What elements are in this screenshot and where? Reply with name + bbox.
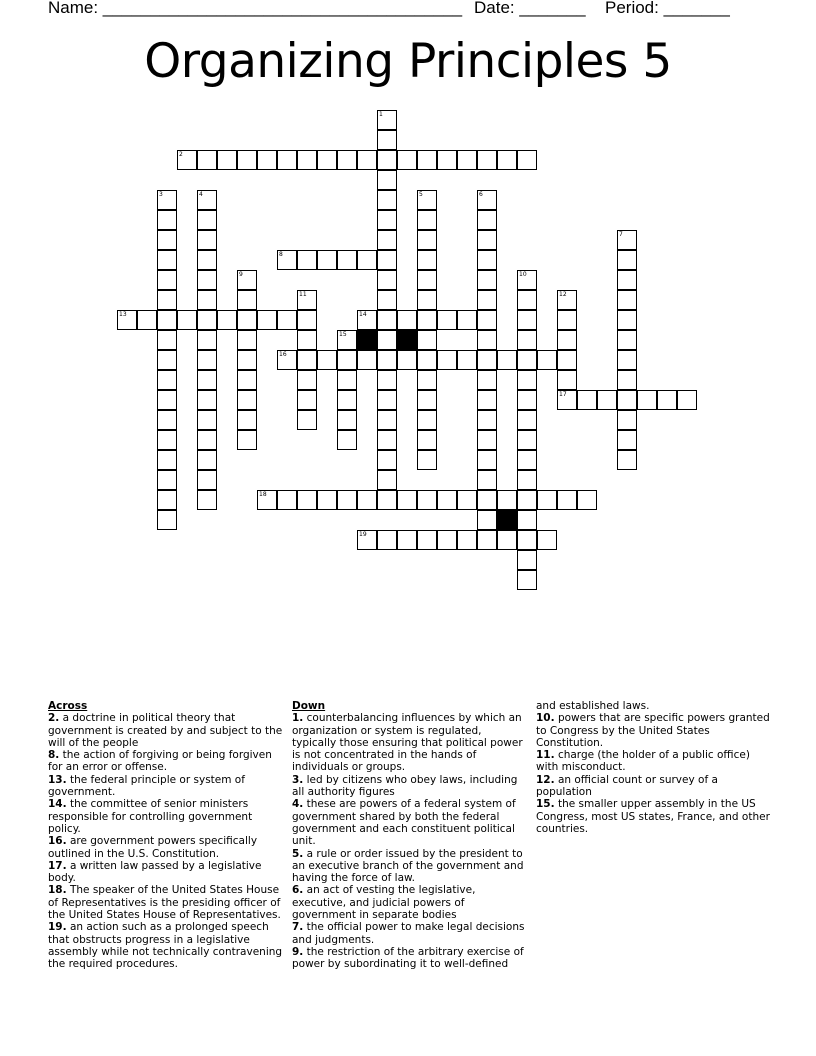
grid-cell[interactable] (157, 330, 177, 350)
grid-cell[interactable] (617, 230, 637, 250)
grid-cell[interactable] (337, 410, 357, 430)
grid-cell[interactable] (417, 310, 437, 330)
grid-cell[interactable] (217, 310, 237, 330)
grid-cell[interactable] (617, 250, 637, 270)
grid-cell[interactable] (417, 530, 437, 550)
grid-cell[interactable] (477, 250, 497, 270)
grid-cell[interactable] (477, 530, 497, 550)
across-clue (48, 798, 284, 835)
clue-number-label: 18 (259, 491, 267, 498)
clue-text: an act of vesting the legislative, executive, and judicial powers of government in separate bodies (292, 884, 476, 922)
grid-cell[interactable] (357, 150, 377, 170)
grid-cell[interactable] (197, 350, 217, 370)
grid-cell[interactable] (457, 490, 477, 510)
grid-cell[interactable] (517, 470, 537, 490)
clue-number: 13. (48, 773, 67, 786)
grid-cell[interactable] (537, 530, 557, 550)
grid-cell[interactable] (237, 330, 257, 350)
grid-cell[interactable] (317, 490, 337, 510)
name-field[interactable]: Name: ______________________________________ (48, 0, 463, 17)
grid-cell[interactable] (657, 390, 677, 410)
clue-text: the official power to make legal decisions and judgments. (292, 921, 525, 946)
clue-number-label: 3 (159, 191, 163, 198)
grid-cell[interactable] (157, 210, 177, 230)
across-clue (48, 749, 284, 774)
grid-cell[interactable] (417, 430, 437, 450)
grid-cell[interactable] (197, 370, 217, 390)
grid-cell[interactable] (237, 150, 257, 170)
clue-number: 18. (48, 884, 67, 897)
clue-number: 8. (48, 749, 60, 762)
grid-cell[interactable] (197, 230, 217, 250)
grid-cell[interactable] (177, 150, 197, 170)
grid-cell[interactable] (517, 570, 537, 590)
grid-cell[interactable] (477, 270, 497, 290)
grid-cell[interactable] (517, 510, 537, 530)
clue-number-label: 16 (279, 351, 287, 358)
grid-cell[interactable] (377, 390, 397, 410)
date-field[interactable]: Date: _______ (474, 0, 586, 17)
grid-cell[interactable] (157, 250, 177, 270)
grid-cell[interactable] (417, 230, 437, 250)
grid-cell[interactable] (217, 150, 237, 170)
clue-text: the federal principle or system of government. (48, 773, 245, 799)
grid-cell[interactable] (437, 350, 457, 370)
grid-cell[interactable] (517, 310, 537, 330)
grid-cell[interactable] (457, 530, 477, 550)
grid-cell[interactable] (517, 270, 537, 290)
grid-cell[interactable] (297, 290, 317, 310)
grid-cell[interactable] (157, 490, 177, 510)
grid-cell[interactable] (337, 430, 357, 450)
down-clue (292, 921, 528, 946)
grid-cell[interactable] (517, 330, 537, 350)
across-heading: Across (48, 700, 88, 712)
clue-text: a rule or order issued by the president to an executive branch of the government and having the force of law. (292, 847, 524, 885)
grid-cell[interactable] (157, 450, 177, 470)
down-clue (536, 774, 772, 799)
grid-cell[interactable] (437, 150, 457, 170)
grid-cell[interactable] (377, 270, 397, 290)
grid-cell[interactable] (577, 390, 597, 410)
clue-number-label: 5 (419, 191, 423, 198)
clue-number: 11. (536, 749, 555, 762)
grid-cell[interactable] (277, 250, 297, 270)
grid-cell[interactable] (377, 170, 397, 190)
grid-cell[interactable] (197, 390, 217, 410)
clue-number: 4. (292, 798, 304, 811)
grid-cell[interactable] (397, 490, 417, 510)
grid-cell[interactable] (277, 350, 297, 370)
grid-cell[interactable] (617, 270, 637, 290)
grid-cell[interactable] (557, 290, 577, 310)
clue-number-label: 10 (519, 271, 527, 278)
grid-cell[interactable] (417, 270, 437, 290)
clue-text: are government powers specifically outlined in the U.S. Constitution. (48, 835, 258, 860)
grid-cell[interactable] (617, 310, 637, 330)
grid-cell[interactable] (537, 350, 557, 370)
grid-cell[interactable] (417, 290, 437, 310)
grid-cell[interactable] (617, 290, 637, 310)
grid-cell[interactable] (157, 390, 177, 410)
grid-cell[interactable] (357, 350, 377, 370)
black-cell (497, 510, 517, 530)
black-cell (397, 330, 417, 350)
grid-cell[interactable] (417, 210, 437, 230)
grid-cell[interactable] (277, 490, 297, 510)
clue-text: the restriction of the arbitrary exercise of power by subordinating it to well-defined and established laws. (292, 700, 650, 971)
across-clues (48, 712, 284, 970)
grid-cell[interactable] (197, 250, 217, 270)
grid-cell[interactable] (477, 450, 497, 470)
clue-number: 10. (536, 712, 555, 725)
grid-cell[interactable] (197, 210, 217, 230)
clue-number-label: 2 (179, 151, 183, 158)
grid-cell[interactable] (517, 370, 537, 390)
grid-cell[interactable] (477, 330, 497, 350)
grid-cell[interactable] (377, 530, 397, 550)
grid-cell[interactable] (397, 310, 417, 330)
grid-cell[interactable] (297, 310, 317, 330)
clue-number: 19. (48, 921, 67, 934)
grid-cell[interactable] (517, 350, 537, 370)
grid-cell[interactable] (137, 310, 157, 330)
grid-cell[interactable] (377, 210, 397, 230)
down-clue (292, 798, 528, 847)
grid-cell[interactable] (677, 390, 697, 410)
grid-cell[interactable] (277, 310, 297, 330)
clue-number: 15. (536, 798, 555, 811)
grid-cell[interactable] (477, 230, 497, 250)
grid-cell[interactable] (417, 250, 437, 270)
grid-cell[interactable] (157, 190, 177, 210)
grid-cell[interactable] (417, 390, 437, 410)
clue-number-label: 8 (279, 251, 283, 258)
down-heading: Down (292, 700, 326, 712)
grid-cell[interactable] (377, 430, 397, 450)
grid-cell[interactable] (477, 430, 497, 450)
grid-cell[interactable] (357, 250, 377, 270)
grid-cell[interactable] (397, 350, 417, 370)
grid-cell[interactable] (477, 470, 497, 490)
grid-cell[interactable] (297, 350, 317, 370)
grid-cell[interactable] (437, 310, 457, 330)
grid-cell[interactable] (197, 310, 217, 330)
grid-cell[interactable] (417, 150, 437, 170)
down-clues (292, 700, 772, 980)
grid-cell[interactable] (197, 290, 217, 310)
grid-cell[interactable] (177, 310, 197, 330)
grid-cell[interactable] (357, 490, 377, 510)
grid-cell[interactable] (157, 350, 177, 370)
grid-cell[interactable] (157, 370, 177, 390)
grid-cell[interactable] (337, 250, 357, 270)
clue-number: 9. (292, 945, 304, 958)
grid-cell[interactable] (377, 290, 397, 310)
grid-cell[interactable] (157, 270, 177, 290)
grid-cell[interactable] (397, 530, 417, 550)
grid-cell[interactable] (297, 410, 317, 430)
across-clue (48, 712, 284, 749)
across-clue (48, 835, 284, 860)
grid-cell[interactable] (237, 290, 257, 310)
grid-cell[interactable] (617, 390, 637, 410)
grid-cell[interactable] (477, 290, 497, 310)
clue-number-label: 4 (199, 191, 203, 198)
grid-cell[interactable] (517, 430, 537, 450)
clue-number: 14. (48, 798, 67, 811)
grid-cell[interactable] (377, 230, 397, 250)
grid-cell[interactable] (617, 350, 637, 370)
grid-cell[interactable] (457, 310, 477, 330)
grid-cell[interactable] (497, 490, 517, 510)
grid-cell[interactable] (377, 190, 397, 210)
grid-cell[interactable] (617, 450, 637, 470)
grid-cell[interactable] (477, 510, 497, 530)
grid-cell[interactable] (297, 150, 317, 170)
clue-number-label: 6 (479, 191, 483, 198)
grid-cell[interactable] (257, 310, 277, 330)
grid-cell[interactable] (457, 350, 477, 370)
grid-cell[interactable] (157, 290, 177, 310)
grid-cell[interactable] (477, 190, 497, 210)
grid-cell[interactable] (517, 290, 537, 310)
grid-cell[interactable] (477, 350, 497, 370)
grid-cell[interactable] (297, 250, 317, 270)
clue-number-label: 12 (559, 291, 567, 298)
grid-cell[interactable] (497, 350, 517, 370)
across-clue (48, 860, 284, 885)
grid-cell[interactable] (117, 310, 137, 330)
down-clue (292, 848, 528, 885)
grid-cell[interactable] (337, 150, 357, 170)
clue-number: 5. (292, 847, 304, 860)
grid-cell[interactable] (617, 430, 637, 450)
down-clue (536, 798, 772, 835)
grid-cell[interactable] (477, 210, 497, 230)
grid-cell[interactable] (477, 370, 497, 390)
grid-cell[interactable] (417, 450, 437, 470)
grid-cell[interactable] (297, 370, 317, 390)
across-clue (48, 921, 284, 970)
across-clue (48, 884, 284, 921)
grid-cell[interactable] (477, 410, 497, 430)
clue-number-label: 14 (359, 311, 367, 318)
grid-cell[interactable] (377, 330, 397, 350)
clue-number-label: 13 (119, 311, 127, 318)
grid-cell[interactable] (237, 310, 257, 330)
grid-cell[interactable] (197, 150, 217, 170)
grid-cell[interactable] (237, 430, 257, 450)
grid-cell[interactable] (337, 330, 357, 350)
clue-text: the committee of senior ministers responsible for controlling government policy. (48, 798, 253, 835)
clue-text: the action of forgiving or being forgiven for an error or offense. (48, 749, 272, 774)
grid-cell[interactable] (417, 490, 437, 510)
clue-number: 3. (292, 773, 304, 786)
clue-list (48, 700, 772, 980)
grid-cell[interactable] (437, 530, 457, 550)
down-clue (536, 749, 772, 774)
grid-cell[interactable] (437, 490, 457, 510)
clue-number-label: 1 (379, 111, 383, 118)
clue-number-label: 17 (559, 391, 567, 398)
grid-cell[interactable] (557, 330, 577, 350)
grid-cell[interactable] (157, 410, 177, 430)
grid-cell[interactable] (157, 510, 177, 530)
grid-cell[interactable] (317, 250, 337, 270)
grid-cell[interactable] (297, 390, 317, 410)
grid-cell[interactable] (337, 370, 357, 390)
grid-cell[interactable] (477, 390, 497, 410)
grid-cell[interactable] (197, 490, 217, 510)
grid-cell[interactable] (337, 390, 357, 410)
grid-cell[interactable] (517, 390, 537, 410)
grid-cell[interactable] (197, 190, 217, 210)
grid-cell[interactable] (377, 470, 397, 490)
grid-cell[interactable] (557, 310, 577, 330)
grid-cell[interactable] (197, 330, 217, 350)
black-cell (357, 330, 377, 350)
clue-number: 7. (292, 921, 304, 934)
clue-number: 12. (536, 773, 555, 786)
grid-cell[interactable] (357, 530, 377, 550)
down-clue (292, 884, 528, 921)
grid-cell[interactable] (637, 390, 657, 410)
grid-cell[interactable] (377, 450, 397, 470)
grid-cell[interactable] (297, 330, 317, 350)
period-field[interactable]: Period: _______ (605, 0, 730, 17)
clue-text: a written law passed by a legislative body. (48, 859, 262, 885)
grid-cell[interactable] (517, 450, 537, 470)
clue-number: 6. (292, 884, 304, 897)
clue-text: an action such as a prolonged speech that obstructs progress in a legislative assembly while not technically contravening the required procedures. (48, 921, 283, 971)
grid-cell[interactable] (377, 250, 397, 270)
grid-cell[interactable] (377, 110, 397, 130)
grid-cell[interactable] (557, 390, 577, 410)
grid-cell[interactable] (417, 350, 437, 370)
puzzle-title: Organizing Principles 5 (144, 34, 672, 89)
grid-cell[interactable] (317, 350, 337, 370)
clue-text: The speaker of the United States House of Representatives is the presiding officer of the United States House of Representatives. (48, 884, 281, 922)
grid-cell[interactable] (617, 370, 637, 390)
grid-cell[interactable] (377, 490, 397, 510)
grid-cell[interactable] (157, 470, 177, 490)
grid-cell[interactable] (157, 230, 177, 250)
grid-cell[interactable] (457, 150, 477, 170)
grid-cell[interactable] (297, 490, 317, 510)
grid-cell[interactable] (397, 150, 417, 170)
across-clue (48, 774, 284, 799)
grid-cell[interactable] (517, 530, 537, 550)
clue-text: the smaller upper assembly in the US Congress, most US states, France, and other countries. (536, 798, 770, 835)
grid-cell[interactable] (197, 470, 217, 490)
grid-cell[interactable] (577, 490, 597, 510)
grid-cell[interactable] (157, 310, 177, 330)
grid-cell[interactable] (237, 350, 257, 370)
grid-cell[interactable] (197, 430, 217, 450)
grid-cell[interactable] (237, 390, 257, 410)
grid-cell[interactable] (237, 410, 257, 430)
clue-number-label: 15 (339, 331, 347, 338)
clue-text: charge (the holder of a public office) with misconduct. (536, 749, 750, 774)
grid-cell[interactable] (517, 550, 537, 570)
grid-cell[interactable] (377, 310, 397, 330)
grid-cell[interactable] (517, 150, 537, 170)
grid-cell[interactable] (357, 310, 377, 330)
clue-number-label: 19 (359, 531, 367, 538)
grid-cell[interactable] (377, 130, 397, 150)
grid-cell[interactable] (197, 410, 217, 430)
grid-cell[interactable] (257, 150, 277, 170)
clue-text: a doctrine in political theory that government is created by and subject to the will of the people (48, 712, 283, 749)
grid-cell[interactable] (477, 150, 497, 170)
clue-text: powers that are specific powers granted to Congress by the United States Constitution. (536, 712, 770, 749)
clue-text: led by citizens who obey laws, including all authority figures (292, 773, 518, 799)
down-clue (292, 774, 528, 799)
grid-cell[interactable] (497, 530, 517, 550)
clue-text: these are powers of a federal system of government shared by both the federal government and each constituent political unit. (292, 798, 516, 848)
grid-cell[interactable] (417, 370, 437, 390)
clue-number-label: 11 (299, 291, 307, 298)
grid-cell[interactable] (517, 410, 537, 430)
grid-cell[interactable] (557, 370, 577, 390)
grid-cell[interactable] (517, 490, 537, 510)
down-clue (292, 712, 528, 773)
grid-cell[interactable] (377, 370, 397, 390)
grid-cell[interactable] (417, 330, 437, 350)
grid-cell[interactable] (617, 330, 637, 350)
grid-cell[interactable] (377, 150, 397, 170)
clue-text: counterbalancing influences by which an organization or system is regulated, typically those ensuring that political power is not concentrated in the hands of individuals or groups. (292, 712, 523, 774)
grid-cell[interactable] (377, 350, 397, 370)
clue-number: 17. (48, 859, 67, 872)
grid-cell[interactable] (317, 150, 337, 170)
clue-number: 1. (292, 712, 304, 725)
grid-cell[interactable] (237, 270, 257, 290)
clue-text: an official count or survey of a population (536, 773, 718, 799)
grid-cell[interactable] (337, 350, 357, 370)
grid-cell[interactable] (157, 430, 177, 450)
grid-cell[interactable] (497, 150, 517, 170)
grid-cell[interactable] (377, 410, 397, 430)
grid-cell[interactable] (337, 490, 357, 510)
grid-cell[interactable] (277, 150, 297, 170)
grid-cell[interactable] (197, 450, 217, 470)
grid-cell[interactable] (557, 490, 577, 510)
clue-number: 2. (48, 712, 60, 725)
grid-cell[interactable] (597, 390, 617, 410)
grid-cell[interactable] (417, 410, 437, 430)
grid-cell[interactable] (477, 490, 497, 510)
grid-cell[interactable] (197, 270, 217, 290)
grid-cell[interactable] (537, 490, 557, 510)
down-clue (536, 712, 772, 749)
clue-number-label: 9 (239, 271, 243, 278)
grid-cell[interactable] (417, 190, 437, 210)
grid-cell[interactable] (257, 490, 277, 510)
clue-number: 16. (48, 835, 67, 848)
grid-cell[interactable] (477, 310, 497, 330)
grid-cell[interactable] (557, 350, 577, 370)
grid-cell[interactable] (237, 370, 257, 390)
clue-number-label: 7 (619, 231, 623, 238)
grid-cell[interactable] (617, 410, 637, 430)
